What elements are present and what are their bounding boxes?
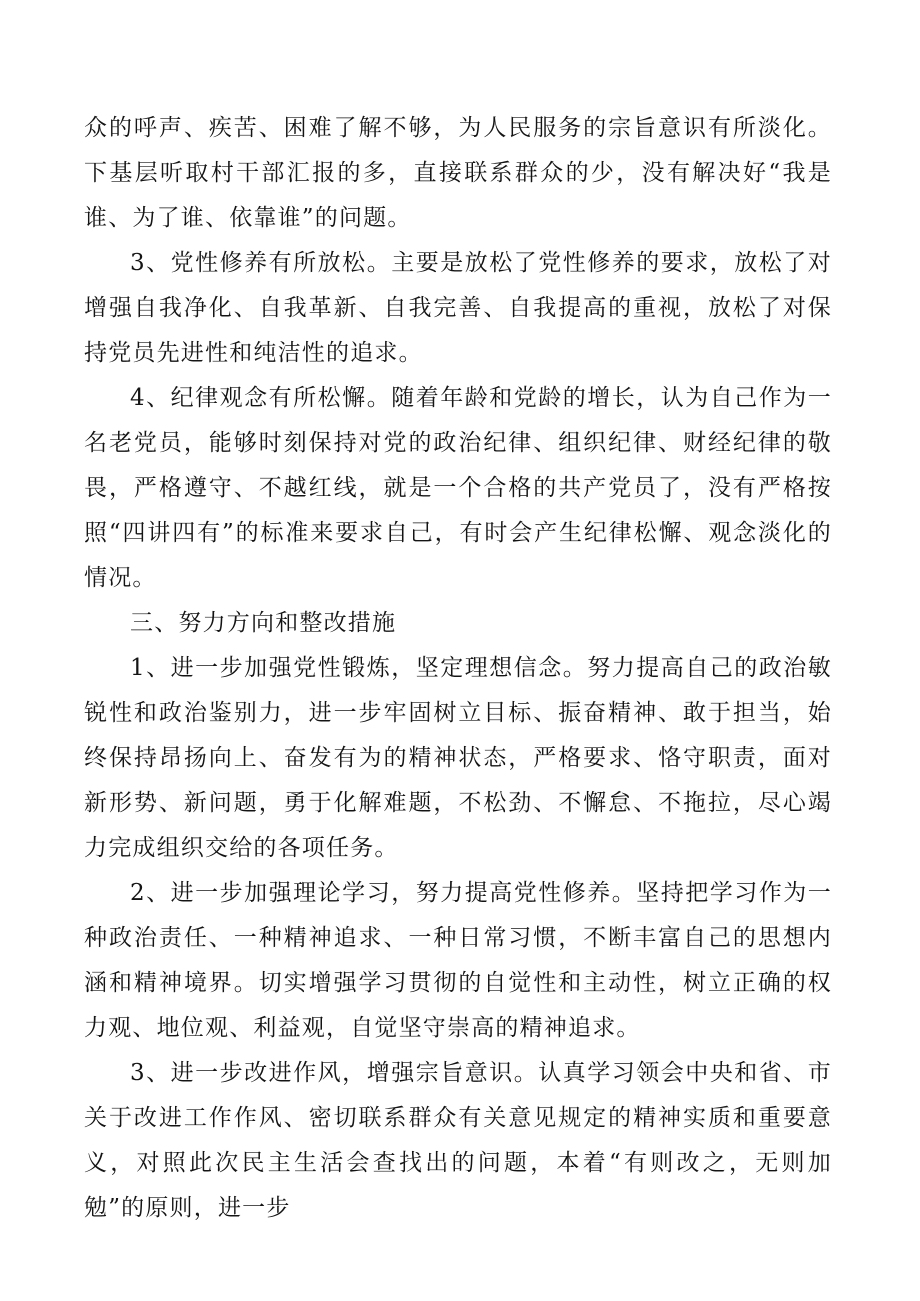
paragraph-continuation: 众的呼声、疾苦、困难了解不够，为人民服务的宗旨意识有所淡化。下基层听取村干部汇报的多，直接联系群众的少，没有解决好“我是谁、为了谁、依靠谁”的问题。 xyxy=(84,115,832,231)
paragraph-item-3-party-spirit: 3、党性修养有所放松。主要是放松了党性修养的要求，放松了对增强自我净化、自我革新、自我完善、自我提高的重视，放松了对保持党员先进性和纯洁性的追求。 xyxy=(84,250,832,366)
paragraph-measure-1: 1、进一步加强党性锻炼，坚定理想信念。努力提高自己的政治敏锐性和政治鉴别力，进一步牢固树立目标、振奋精神、敢于担当，始终保持昂扬向上、奋发有为的精神状态，严格要求、恪守职责，面对新形势、新问题，勇于化解难题，不松劲、不懈怠、不拖拉，尽心竭力完成组织交给的各项任务。 xyxy=(84,655,832,861)
document-body xyxy=(84,106,832,1231)
paragraph-item-4-discipline: 4、纪律观念有所松懈。随着年龄和党龄的增长，认为自己作为一名老党员，能够时刻保持对党的政治纪律、组织纪律、财经纪律的敬畏，严格遵守、不越红线，就是一个合格的共产党员了，没有严格按照“四讲四有”的标准来要求自己，有时会产生纪律松懈、观念淡化的情况。 xyxy=(84,385,832,591)
section-heading: 三、努力方向和整改措施 xyxy=(130,610,397,636)
paragraph-measure-3: 3、进一步改进作风，增强宗旨意识。认真学习领会中央和省、市关于改进工作作风、密切联系群众有关意见规定的精神实质和重要意义，对照此次民主生活会查找出的问题，本着“有则改之，无则加勉”的原则，进一步 xyxy=(84,1060,832,1221)
paragraph-measure-2: 2、进一步加强理论学习，努力提高党性修养。坚持把学习作为一种政治责任、一种精神追求、一种日常习惯，不断丰富自己的思想内涵和精神境界。切实增强学习贯彻的自觉性和主动性，树立正确的权力观、地位观、利益观，自觉坚守崇高的精神追求。 xyxy=(84,880,832,1041)
